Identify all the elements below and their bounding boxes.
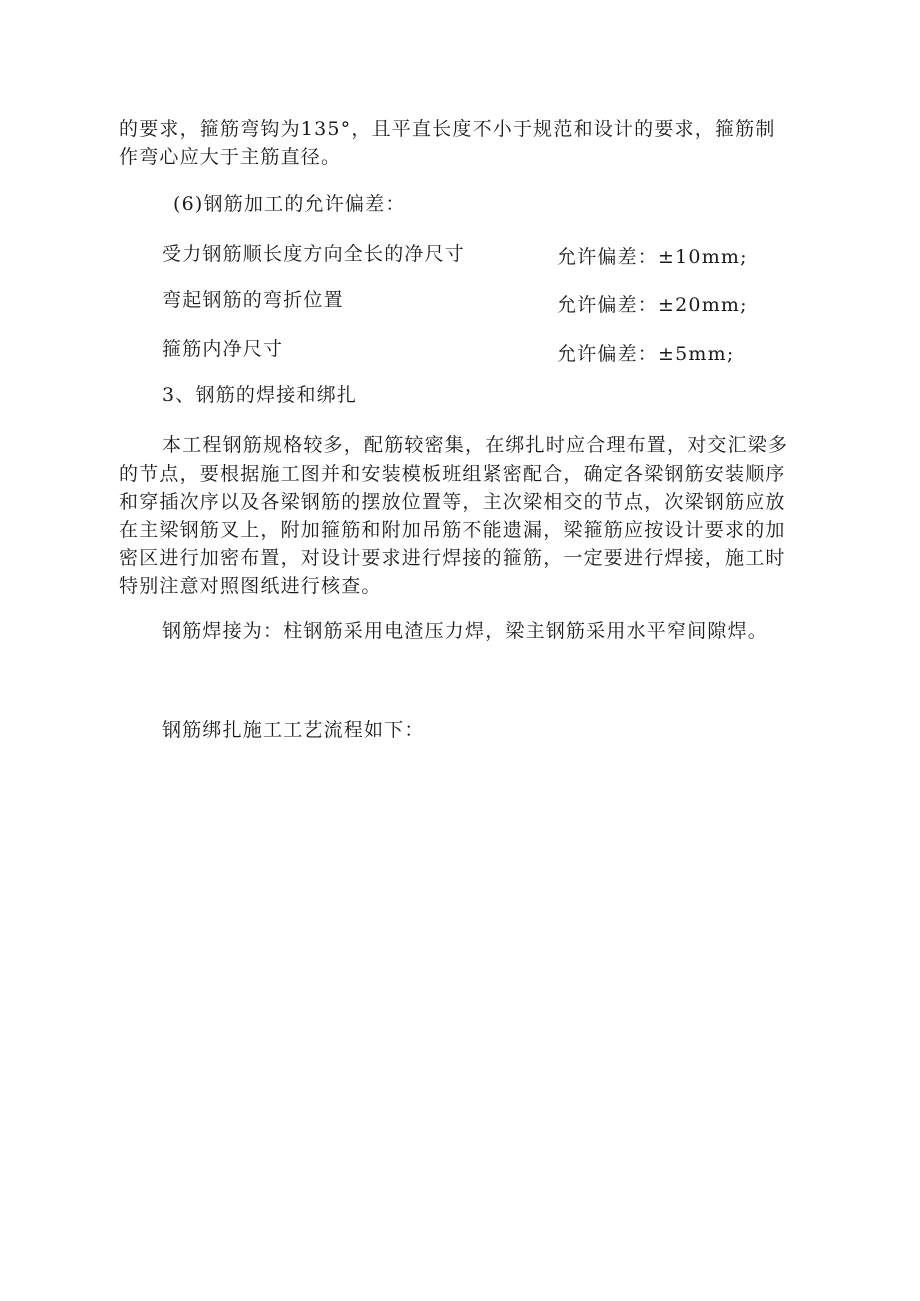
deviation-value-1: 允许偏差：±10mm; [557,246,748,268]
paragraph-1-line-1: 本工程钢筋规格较多，配筋较密集，在绑扎时应合理布置，对交汇梁多 [162,434,789,456]
paragraph-1-line-2: 的节点，要根据施工图并和安装模板班组紧密配合，确定各梁钢筋安装顺序 [119,463,786,485]
deviation-value-3: 允许偏差：±5mm; [557,343,735,365]
section-6-heading: (6)钢筋加工的允许偏差： [173,193,406,215]
deviation-value-2: 允许偏差：±20mm; [557,294,748,316]
deviation-label-1: 受力钢筋顺长度方向全长的净尺寸 [162,243,466,265]
deviation-label-3: 箍筋内净尺寸 [162,338,284,360]
deviation-label-2: 弯起钢筋的弯折位置 [162,289,344,311]
paragraph-1-line-5: 密区进行加密布置，对设计要求进行焊接的箍筋，一定要进行焊接，施工时 [119,547,786,569]
paragraph-3: 钢筋绑扎施工工艺流程如下： [162,719,425,741]
paragraph-1-line-3: 和穿插次序以及各梁钢筋的摆放位置等，主次梁相交的节点，次梁钢筋应放 [119,491,786,513]
paragraph-1-line-4: 在主梁钢筋叉上，附加箍筋和附加吊筋不能遗漏，梁箍筋应按设计要求的加 [119,519,786,541]
continuation-line-2: 作弯心应大于主筋直径。 [119,146,342,168]
section-3-heading: 3、钢筋的焊接和绑扎 [162,384,358,406]
paragraph-2: 钢筋焊接为：柱钢筋采用电渣压力焊，梁主钢筋采用水平窄间隙焊。 [162,620,769,642]
continuation-line-1: 的要求，箍筋弯钩为135°，且平直长度不小于规范和设计的要求，箍筋制 [119,118,776,140]
paragraph-1-line-6: 特别注意对照图纸进行核查。 [119,575,382,597]
